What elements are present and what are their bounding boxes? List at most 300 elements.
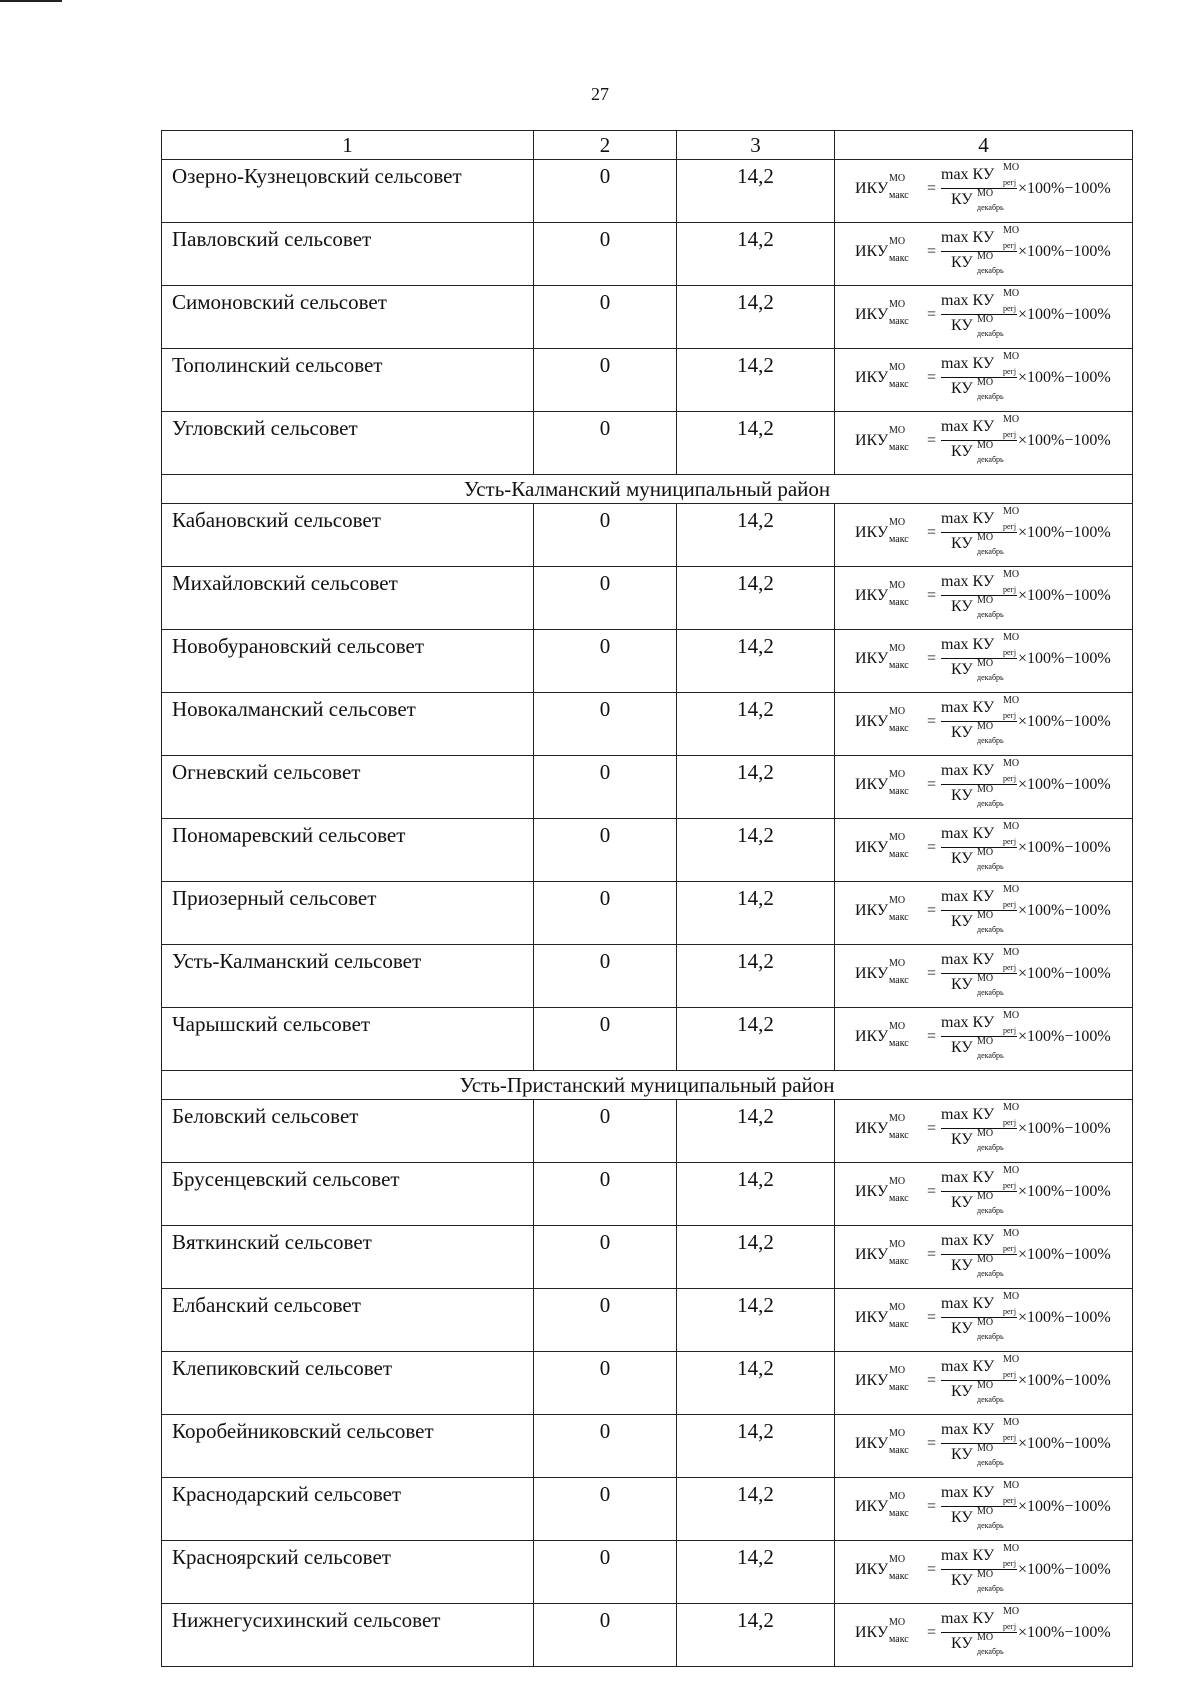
table-row bbox=[162, 1008, 1133, 1071]
formula-fraction bbox=[941, 351, 1020, 403]
column-2-value: 0 bbox=[534, 504, 677, 567]
formula-equals: = bbox=[927, 306, 937, 323]
formula-denominator-main: КУ bbox=[951, 443, 973, 460]
formula-tail: ×100%−100% bbox=[1018, 1028, 1111, 1045]
formula-numerator bbox=[941, 506, 1020, 531]
formula-lhs-main: ИКУ bbox=[855, 839, 889, 856]
formula-denominator-main: КУ bbox=[951, 787, 973, 804]
column-3-value: 14,2 bbox=[677, 223, 835, 286]
formula-numerator bbox=[941, 632, 1020, 657]
table-row bbox=[162, 160, 1133, 223]
formula-equals: = bbox=[927, 432, 937, 449]
formula-denominator-subscript: декабрь bbox=[977, 1521, 1004, 1530]
formula-denominator-superscript: МО bbox=[977, 1254, 994, 1265]
table-row bbox=[162, 286, 1133, 349]
formula-denominator-superscript: МО bbox=[977, 377, 994, 388]
formula-tail: ×100%−100% bbox=[1018, 306, 1111, 323]
formula bbox=[855, 1480, 1125, 1532]
formula-lhs-main: ИКУ bbox=[855, 902, 889, 919]
formula-denominator-superscript: МО bbox=[977, 658, 994, 669]
formula-denominator-main: КУ bbox=[951, 724, 973, 741]
formula-lhs-superscript: МО bbox=[889, 1176, 906, 1187]
formula-denominator-superscript: МО bbox=[977, 1380, 994, 1391]
formula-denominator bbox=[951, 1632, 1004, 1656]
formula-denominator-main: КУ bbox=[951, 380, 973, 397]
formula-tail: ×100%−100% bbox=[1018, 1498, 1111, 1515]
formula-denominator-main: КУ bbox=[951, 850, 973, 867]
formula-numerator-subscript: регj bbox=[1003, 304, 1017, 313]
formula-denominator-subscript: декабрь bbox=[977, 1143, 1004, 1152]
formula-equals: = bbox=[927, 902, 937, 919]
section-row bbox=[162, 1071, 1133, 1100]
formula-numerator-main: max КУ bbox=[941, 573, 995, 590]
formula-numerator bbox=[941, 1480, 1020, 1505]
settlement-name: Кабановский сельсовет bbox=[162, 504, 534, 567]
formula-lhs bbox=[855, 958, 909, 986]
formula-equals: = bbox=[927, 1561, 937, 1578]
formula-equals: = bbox=[927, 587, 937, 604]
formula-fraction bbox=[941, 288, 1020, 340]
column-3-value: 14,2 bbox=[677, 567, 835, 630]
formula-numerator bbox=[941, 414, 1020, 439]
formula-equals: = bbox=[927, 243, 937, 260]
formula-denominator bbox=[951, 973, 1004, 997]
formula-tail: ×100%−100% bbox=[1018, 776, 1111, 793]
formula-numerator bbox=[941, 1102, 1020, 1127]
header-row bbox=[162, 131, 1133, 160]
formula-fraction bbox=[941, 821, 1020, 873]
formula-lhs-superscript: МО bbox=[889, 1021, 906, 1032]
formula-lhs-subscript: макс bbox=[889, 1319, 909, 1330]
formula-numerator-subscript: регj bbox=[1003, 1307, 1017, 1316]
formula-denominator-superscript: МО bbox=[977, 251, 994, 262]
formula-denominator-subscript: декабрь bbox=[977, 329, 1004, 338]
column-2-value: 0 bbox=[534, 1226, 677, 1289]
formula-denominator-main: КУ bbox=[951, 661, 973, 678]
column-2-value: 0 bbox=[534, 1008, 677, 1071]
formula-lhs bbox=[855, 706, 909, 734]
table-row bbox=[162, 756, 1133, 819]
formula-equals: = bbox=[927, 713, 937, 730]
formula-numerator-superscript: МО bbox=[1003, 162, 1020, 173]
corner-rule bbox=[0, 0, 62, 2]
formula-tail: ×100%−100% bbox=[1018, 1435, 1111, 1452]
formula-numerator-main: max КУ bbox=[941, 355, 995, 372]
formula-lhs-subscript: макс bbox=[889, 1445, 909, 1456]
column-2-value: 0 bbox=[534, 882, 677, 945]
formula-lhs-main: ИКУ bbox=[855, 713, 889, 730]
formula-denominator-superscript: МО bbox=[977, 910, 994, 921]
formula bbox=[855, 225, 1125, 277]
column-3-value: 14,2 bbox=[677, 630, 835, 693]
formula-numerator bbox=[941, 225, 1020, 250]
table-row bbox=[162, 1478, 1133, 1541]
formula-lhs-superscript: МО bbox=[889, 580, 906, 591]
settlement-name: Коробейниковский сельсовет bbox=[162, 1415, 534, 1478]
formula-lhs-subscript: макс bbox=[889, 1256, 909, 1267]
formula-lhs bbox=[855, 769, 909, 797]
formula-lhs-main: ИКУ bbox=[855, 1561, 889, 1578]
formula-numerator-subscript: регj bbox=[1003, 1118, 1017, 1127]
formula-denominator-subscript: декабрь bbox=[977, 203, 1004, 212]
table-row bbox=[162, 1541, 1133, 1604]
column-2-value: 0 bbox=[534, 1352, 677, 1415]
formula-denominator bbox=[951, 1128, 1004, 1152]
formula-denominator bbox=[951, 847, 1004, 871]
formula-numerator-main: max КУ bbox=[941, 166, 995, 183]
column-2-value: 0 bbox=[534, 1478, 677, 1541]
formula-tail: ×100%−100% bbox=[1018, 650, 1111, 667]
formula-numerator-subscript: регj bbox=[1003, 648, 1017, 657]
formula-lhs-superscript: МО bbox=[889, 1491, 906, 1502]
formula-numerator-subscript: регj bbox=[1003, 522, 1017, 531]
formula-fraction bbox=[941, 1543, 1020, 1595]
formula-fraction bbox=[941, 1354, 1020, 1406]
formula-equals: = bbox=[927, 1435, 937, 1452]
formula-denominator-main: КУ bbox=[951, 1039, 973, 1056]
formula-tail: ×100%−100% bbox=[1018, 1246, 1111, 1263]
formula-fraction bbox=[941, 225, 1020, 277]
formula-numerator-superscript: МО bbox=[1003, 1228, 1020, 1239]
formula-denominator bbox=[951, 1380, 1004, 1404]
table-row bbox=[162, 223, 1133, 286]
formula-denominator-superscript: МО bbox=[977, 314, 994, 325]
formula-lhs bbox=[855, 517, 909, 545]
formula-lhs-superscript: МО bbox=[889, 1365, 906, 1376]
formula-lhs-subscript: макс bbox=[889, 912, 909, 923]
formula-fraction bbox=[941, 569, 1020, 621]
formula-lhs-main: ИКУ bbox=[855, 1183, 889, 1200]
formula-cell bbox=[835, 223, 1133, 286]
formula-numerator-main: max КУ bbox=[941, 1421, 995, 1438]
formula-numerator-main: max КУ bbox=[941, 1106, 995, 1123]
column-2-value: 0 bbox=[534, 1415, 677, 1478]
formula-numerator bbox=[941, 288, 1020, 313]
formula-lhs-subscript: макс bbox=[889, 1038, 909, 1049]
settlement-name: Беловский сельсовет bbox=[162, 1100, 534, 1163]
formula-fraction bbox=[941, 884, 1020, 936]
formula-equals: = bbox=[927, 1183, 937, 1200]
formula-denominator-superscript: МО bbox=[977, 188, 994, 199]
formula-denominator-subscript: декабрь bbox=[977, 862, 1004, 871]
column-3-value: 14,2 bbox=[677, 819, 835, 882]
table-row bbox=[162, 349, 1133, 412]
column-3-value: 14,2 bbox=[677, 1352, 835, 1415]
formula-numerator-superscript: МО bbox=[1003, 1543, 1020, 1554]
formula-denominator-subscript: декабрь bbox=[977, 610, 1004, 619]
section-title: Усть-Пристанский муниципальный район bbox=[162, 1071, 1133, 1100]
formula-lhs-superscript: МО bbox=[889, 706, 906, 717]
formula-tail: ×100%−100% bbox=[1018, 1372, 1111, 1389]
settlement-name: Краснодарский сельсовет bbox=[162, 1478, 534, 1541]
formula-lhs bbox=[855, 362, 909, 390]
formula-numerator-main: max КУ bbox=[941, 292, 995, 309]
formula-denominator bbox=[951, 1191, 1004, 1215]
table-row bbox=[162, 1415, 1133, 1478]
formula-denominator-subscript: декабрь bbox=[977, 1269, 1004, 1278]
formula-numerator-superscript: МО bbox=[1003, 1165, 1020, 1176]
formula-numerator-superscript: МО bbox=[1003, 569, 1020, 580]
formula-numerator-subscript: регj bbox=[1003, 1244, 1017, 1253]
table-row bbox=[162, 1226, 1133, 1289]
formula-denominator-superscript: МО bbox=[977, 440, 994, 451]
column-2-value: 0 bbox=[534, 567, 677, 630]
formula-fraction bbox=[941, 506, 1020, 558]
formula-cell bbox=[835, 1478, 1133, 1541]
formula-equals: = bbox=[927, 1372, 937, 1389]
formula-equals: = bbox=[927, 180, 937, 197]
settlement-name: Пономаревский сельсовет bbox=[162, 819, 534, 882]
formula-denominator bbox=[951, 1569, 1004, 1593]
formula-denominator-subscript: декабрь bbox=[977, 1647, 1004, 1656]
formula-lhs-superscript: МО bbox=[889, 299, 906, 310]
formula-numerator bbox=[941, 569, 1020, 594]
formula-equals: = bbox=[927, 1246, 937, 1263]
formula-lhs-superscript: МО bbox=[889, 895, 906, 906]
formula-numerator-superscript: МО bbox=[1003, 821, 1020, 832]
formula-denominator-main: КУ bbox=[951, 535, 973, 552]
formula bbox=[855, 414, 1125, 466]
formula-lhs-superscript: МО bbox=[889, 1554, 906, 1565]
formula-numerator bbox=[941, 884, 1020, 909]
formula-denominator-superscript: МО bbox=[977, 1632, 994, 1643]
formula-numerator-subscript: регj bbox=[1003, 1026, 1017, 1035]
formula-lhs-main: ИКУ bbox=[855, 1372, 889, 1389]
formula-cell bbox=[835, 1100, 1133, 1163]
formula-numerator-superscript: МО bbox=[1003, 1417, 1020, 1428]
formula-denominator-subscript: декабрь bbox=[977, 455, 1004, 464]
formula-lhs-main: ИКУ bbox=[855, 243, 889, 260]
formula-denominator bbox=[951, 1443, 1004, 1467]
formula-numerator bbox=[941, 1165, 1020, 1190]
formula-fraction bbox=[941, 162, 1020, 214]
formula-numerator-superscript: МО bbox=[1003, 1480, 1020, 1491]
formula-lhs bbox=[855, 299, 909, 327]
formula-denominator-superscript: МО bbox=[977, 1191, 994, 1202]
formula-numerator-main: max КУ bbox=[941, 1232, 995, 1249]
formula-fraction bbox=[941, 947, 1020, 999]
formula-numerator-superscript: МО bbox=[1003, 1102, 1020, 1113]
formula-lhs-subscript: макс bbox=[889, 190, 909, 201]
table-row bbox=[162, 504, 1133, 567]
formula-numerator-subscript: регj bbox=[1003, 178, 1017, 187]
column-3-value: 14,2 bbox=[677, 160, 835, 223]
formula-denominator-subscript: декабрь bbox=[977, 1395, 1004, 1404]
formula-cell bbox=[835, 945, 1133, 1008]
column-2-value: 0 bbox=[534, 819, 677, 882]
formula-denominator-main: КУ bbox=[951, 1446, 973, 1463]
formula-numerator bbox=[941, 1010, 1020, 1035]
formula-lhs-main: ИКУ bbox=[855, 1246, 889, 1263]
formula-denominator bbox=[951, 1317, 1004, 1341]
formula-denominator bbox=[951, 440, 1004, 464]
tariff-table bbox=[161, 130, 1133, 1667]
formula-numerator-subscript: регj bbox=[1003, 430, 1017, 439]
formula-denominator-superscript: МО bbox=[977, 1317, 994, 1328]
settlement-name: Новокалманский сельсовет bbox=[162, 693, 534, 756]
column-3-value: 14,2 bbox=[677, 1289, 835, 1352]
formula bbox=[855, 884, 1125, 936]
formula-numerator-subscript: регj bbox=[1003, 900, 1017, 909]
table-body bbox=[162, 131, 1133, 1667]
formula-lhs-subscript: макс bbox=[889, 786, 909, 797]
formula-lhs-subscript: макс bbox=[889, 597, 909, 608]
table-row bbox=[162, 1289, 1133, 1352]
formula-numerator-main: max КУ bbox=[941, 951, 995, 968]
formula bbox=[855, 288, 1125, 340]
settlement-name: Угловский сельсовет bbox=[162, 412, 534, 475]
formula-denominator-main: КУ bbox=[951, 1383, 973, 1400]
formula-numerator-subscript: регj bbox=[1003, 1181, 1017, 1190]
formula-numerator-superscript: МО bbox=[1003, 758, 1020, 769]
settlement-name: Брусенцевский сельсовет bbox=[162, 1163, 534, 1226]
formula-denominator-superscript: МО bbox=[977, 973, 994, 984]
formula-cell bbox=[835, 286, 1133, 349]
formula-fraction bbox=[941, 1606, 1020, 1658]
column-2-value: 0 bbox=[534, 160, 677, 223]
settlement-name: Огневский сельсовет bbox=[162, 756, 534, 819]
formula-tail: ×100%−100% bbox=[1018, 902, 1111, 919]
table-row bbox=[162, 630, 1133, 693]
formula-denominator bbox=[951, 658, 1004, 682]
formula-lhs-subscript: макс bbox=[889, 316, 909, 327]
formula-denominator-subscript: декабрь bbox=[977, 1051, 1004, 1060]
formula bbox=[855, 506, 1125, 558]
formula-tail: ×100%−100% bbox=[1018, 1120, 1111, 1137]
formula-lhs-superscript: МО bbox=[889, 517, 906, 528]
formula bbox=[855, 1102, 1125, 1154]
section-row bbox=[162, 475, 1133, 504]
formula-cell bbox=[835, 819, 1133, 882]
formula-numerator bbox=[941, 947, 1020, 972]
formula-denominator bbox=[951, 314, 1004, 338]
formula-fraction bbox=[941, 414, 1020, 466]
formula-numerator bbox=[941, 1228, 1020, 1253]
formula-lhs-subscript: макс bbox=[889, 534, 909, 545]
table-row bbox=[162, 1604, 1133, 1667]
formula-lhs-main: ИКУ bbox=[855, 432, 889, 449]
formula-lhs-subscript: макс bbox=[889, 975, 909, 986]
column-3-value: 14,2 bbox=[677, 286, 835, 349]
formula-denominator bbox=[951, 1254, 1004, 1278]
formula bbox=[855, 947, 1125, 999]
formula bbox=[855, 1543, 1125, 1595]
formula-fraction bbox=[941, 1480, 1020, 1532]
settlement-name: Чарышский сельсовет bbox=[162, 1008, 534, 1071]
formula-lhs-superscript: МО bbox=[889, 958, 906, 969]
formula-numerator-main: max КУ bbox=[941, 1169, 995, 1186]
formula-denominator-superscript: МО bbox=[977, 1443, 994, 1454]
formula-fraction bbox=[941, 632, 1020, 684]
formula-lhs-main: ИКУ bbox=[855, 1498, 889, 1515]
formula-lhs-subscript: макс bbox=[889, 442, 909, 453]
formula-denominator-subscript: декабрь bbox=[977, 547, 1004, 556]
formula-numerator bbox=[941, 821, 1020, 846]
formula-denominator-main: КУ bbox=[951, 1131, 973, 1148]
column-2-value: 0 bbox=[534, 223, 677, 286]
formula-denominator-main: КУ bbox=[951, 254, 973, 271]
formula-lhs-superscript: МО bbox=[889, 362, 906, 373]
formula-tail: ×100%−100% bbox=[1018, 180, 1111, 197]
column-2-value: 0 bbox=[534, 1541, 677, 1604]
formula-numerator-main: max КУ bbox=[941, 762, 995, 779]
settlement-name: Михайловский сельсовет bbox=[162, 567, 534, 630]
settlement-name: Приозерный сельсовет bbox=[162, 882, 534, 945]
formula-fraction bbox=[941, 1291, 1020, 1343]
formula-denominator-subscript: декабрь bbox=[977, 1206, 1004, 1215]
formula-fraction bbox=[941, 1010, 1020, 1062]
settlement-name: Симоновский сельсовет bbox=[162, 286, 534, 349]
formula-numerator bbox=[941, 1543, 1020, 1568]
formula-fraction bbox=[941, 1102, 1020, 1154]
formula-lhs bbox=[855, 1176, 909, 1204]
formula-denominator bbox=[951, 721, 1004, 745]
formula-cell bbox=[835, 693, 1133, 756]
formula-numerator-superscript: МО bbox=[1003, 225, 1020, 236]
formula-fraction bbox=[941, 758, 1020, 810]
formula-lhs-subscript: макс bbox=[889, 1193, 909, 1204]
formula-numerator-main: max КУ bbox=[941, 510, 995, 527]
formula-tail: ×100%−100% bbox=[1018, 1624, 1111, 1641]
column-3-value: 14,2 bbox=[677, 412, 835, 475]
column-header-1: 1 bbox=[162, 131, 534, 160]
formula-denominator bbox=[951, 1036, 1004, 1060]
formula-numerator bbox=[941, 162, 1020, 187]
formula-lhs bbox=[855, 1491, 909, 1519]
column-3-value: 14,2 bbox=[677, 1478, 835, 1541]
formula-lhs bbox=[855, 580, 909, 608]
formula-denominator-subscript: декабрь bbox=[977, 1332, 1004, 1341]
formula-equals: = bbox=[927, 1624, 937, 1641]
formula-denominator bbox=[951, 532, 1004, 556]
formula-lhs-subscript: макс bbox=[889, 1634, 909, 1645]
formula-lhs-main: ИКУ bbox=[855, 1120, 889, 1137]
formula bbox=[855, 351, 1125, 403]
formula bbox=[855, 758, 1125, 810]
formula-denominator bbox=[951, 1506, 1004, 1530]
formula-equals: = bbox=[927, 1309, 937, 1326]
settlement-name: Озерно-Кузнецовский сельсовет bbox=[162, 160, 534, 223]
formula-numerator-main: max КУ bbox=[941, 1610, 995, 1627]
formula bbox=[855, 1228, 1125, 1280]
formula-lhs-main: ИКУ bbox=[855, 369, 889, 386]
column-2-value: 0 bbox=[534, 349, 677, 412]
page-number: 27 bbox=[591, 84, 609, 104]
formula-numerator-subscript: регj bbox=[1003, 241, 1017, 250]
formula-numerator-superscript: МО bbox=[1003, 506, 1020, 517]
formula-denominator bbox=[951, 188, 1004, 212]
formula-cell bbox=[835, 1604, 1133, 1667]
column-2-value: 0 bbox=[534, 1100, 677, 1163]
formula-lhs-subscript: макс bbox=[889, 1571, 909, 1582]
formula-fraction bbox=[941, 1228, 1020, 1280]
formula-tail: ×100%−100% bbox=[1018, 587, 1111, 604]
formula-numerator-main: max КУ bbox=[941, 229, 995, 246]
formula-denominator-main: КУ bbox=[951, 1572, 973, 1589]
formula-numerator bbox=[941, 1291, 1020, 1316]
formula-cell bbox=[835, 567, 1133, 630]
formula-lhs bbox=[855, 1554, 909, 1582]
formula-numerator-superscript: МО bbox=[1003, 351, 1020, 362]
formula-cell bbox=[835, 1163, 1133, 1226]
formula bbox=[855, 1417, 1125, 1469]
formula-lhs-subscript: макс bbox=[889, 849, 909, 860]
table-row bbox=[162, 1100, 1133, 1163]
column-3-value: 14,2 bbox=[677, 1604, 835, 1667]
formula-denominator-subscript: декабрь bbox=[977, 1458, 1004, 1467]
formula bbox=[855, 569, 1125, 621]
formula-lhs bbox=[855, 425, 909, 453]
